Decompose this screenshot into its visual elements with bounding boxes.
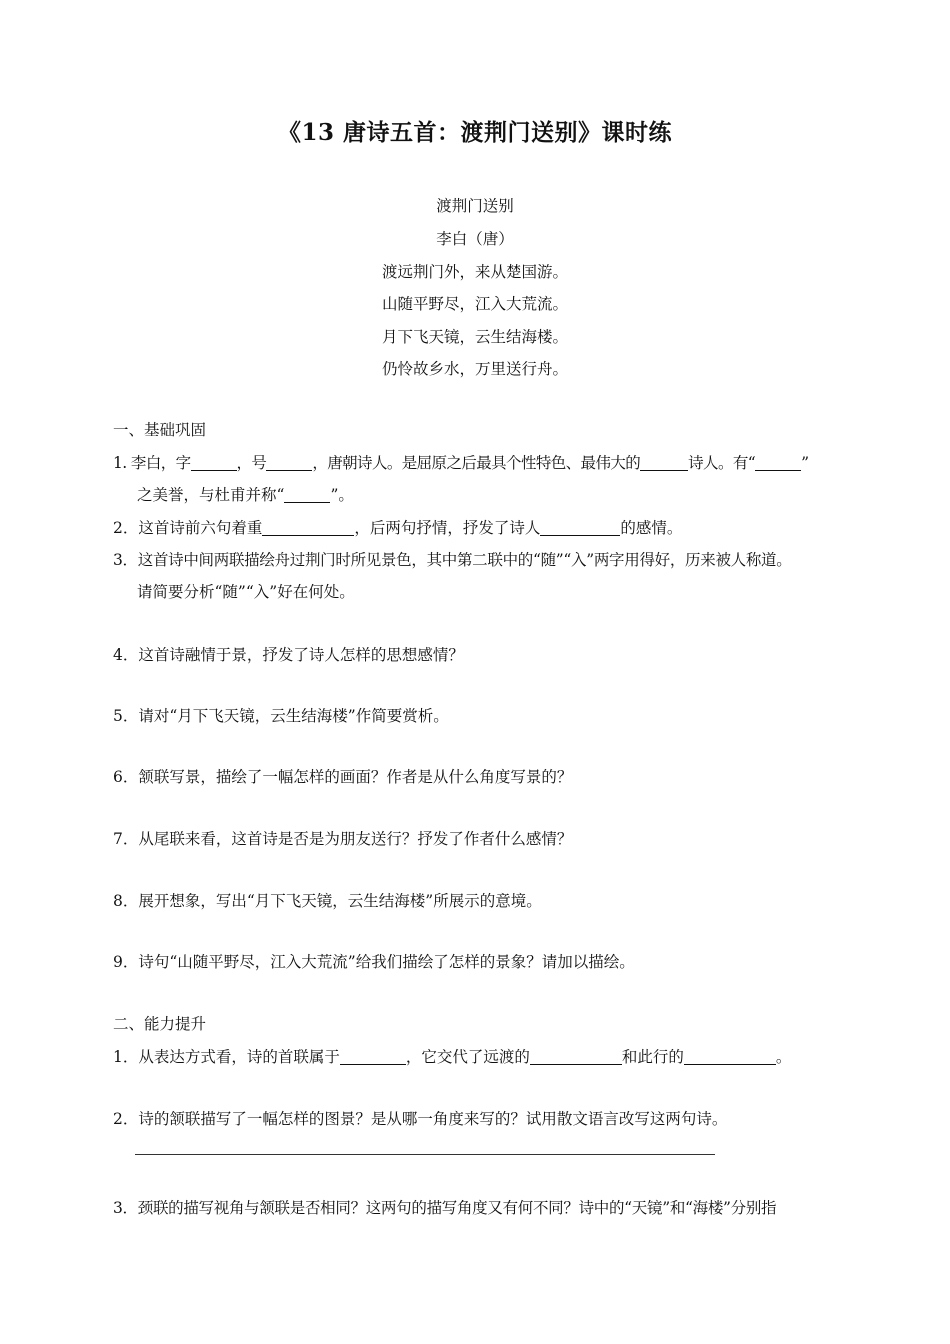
answer-blank[interactable] [530,1048,622,1065]
poem-line: 仍怜故乡水，万里送行舟。 [381,360,568,378]
answer-blank[interactable] [266,454,312,471]
answer-blank[interactable] [262,519,354,536]
page-title: 《13 唐诗五首：渡荆门送别》课时练 [277,119,672,146]
question-1-cont: 之美誉，与杜甫并称“ ”。 [137,486,354,504]
question-9: 9．诗句“山随平野尽，江入大荒流”给我们描绘了怎样的景象？请加以描绘。 [113,953,635,971]
section-heading: 二、能力提升 [113,1015,207,1033]
question-8: 8．展开想象，写出“月下飞天镜，云生结海楼”所展示的意境。 [113,892,542,910]
question-4: 4．这首诗融情于景，抒发了诗人怎样的思想感情？ [113,646,464,664]
answer-blank[interactable] [755,454,801,471]
poem-author: 李白（唐） [436,230,514,248]
question-2-2: 2．诗的颔联描写了一幅怎样的图景？是从哪一角度来写的？试用散文语言改写这两句诗。 [113,1110,728,1128]
question-2-3: 3．颈联的描写视角与颔联是否相同？这两句的描写角度又有何不同？诗中的“天镜”和“海楼”分别指 [113,1199,777,1217]
question-3-cont: 请简要分析“随”“入”好在何处。 [137,583,355,601]
answer-blank[interactable] [340,1048,406,1065]
answer-line[interactable] [135,1154,715,1155]
poem-line: 山随平野尽，江入大荒流。 [381,295,568,313]
answer-blank[interactable] [191,454,237,471]
question-6: 6．颔联写景，描绘了一幅怎样的画面？作者是从什么角度写景的？ [113,768,573,786]
poem-name: 渡荆门送别 [436,197,514,215]
answer-blank[interactable] [684,1048,776,1065]
question-5: 5．请对“月下飞天镜，云生结海楼”作简要赏析。 [113,707,449,725]
answer-blank[interactable] [640,454,688,471]
question-2: 2．这首诗前六句着重 ，后两句抒情，抒发了诗人 的感情。 [113,519,683,537]
question-3: 3．这首诗中间两联描绘舟过荆门时所见景色，其中第二联中的“随”“入”两字用得好，历来被人称道。 [113,551,792,569]
question-1: 1. 李白，字 ，号 ，唐朝诗人。是屈原之后最具个性特色、最伟大的 诗人。有“ ” [113,454,809,472]
answer-blank[interactable] [540,519,620,536]
poem-line: 渡远荆门外，来从楚国游。 [381,263,568,281]
question-7: 7．从尾联来看，这首诗是否是为朋友送行？抒发了作者什么感情？ [113,830,573,848]
question-2-1: 1．从表达方式看，诗的首联属于 ，它交代了远渡的 和此行的 。 [113,1048,792,1066]
section-heading: 一、基础巩固 [113,421,207,439]
answer-blank[interactable] [284,486,330,503]
poem-line: 月下飞天镜，云生结海楼。 [381,328,568,346]
